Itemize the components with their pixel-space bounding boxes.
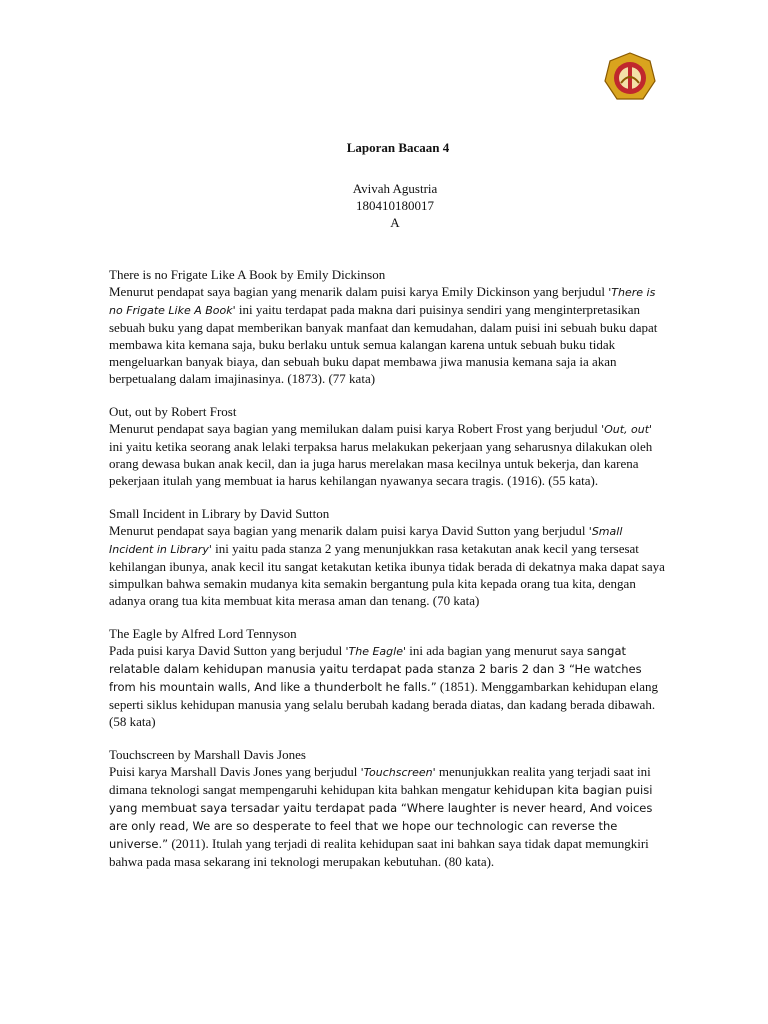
university-seal-icon	[603, 51, 657, 105]
section-paragraph: Puisi karya Marshall Davis Jones yang berjudul 'Touchscreen' menunjukkan realita yang terjadi saat ini dimana teknologi sangat mempengaruhi kehidupan kita bahkan mengatur kehidupan kita bagian puisi yang membuat saya tersadar yaitu terdapat pada “Where laughter is never heard, And voices are only read, We are so desperate to feel that we hope our technologic can reverse the universe.” (2011). Itulah yang terjadi di realita kehidupan saat ini bahkan saya tidak dapat memungkiri bahwa pada masa sekarang ini teknologi merupakan kebutuhan. (80 kata).	[109, 764, 653, 869]
section-heading: There is no Frigate Like A Book by Emily Dickinson	[109, 267, 386, 282]
section-eagle	[109, 625, 669, 730]
section-heading: Touchscreen by Marshall Davis Jones	[109, 747, 306, 762]
author-block	[11, 180, 768, 231]
poem-title: 'Touchscreen'	[360, 766, 436, 779]
quoted-text: kehidupan kita bagian puisi yang membuat saya tersadar yaitu terdapat pada “Where laughter is never heard, And voices are only read, We are so desperate to feel that we hope our technologic can reverse the universe.”	[109, 783, 653, 851]
poem-title: 'Out, out'	[601, 423, 653, 436]
quoted-text: sangat relatable dalam kehidupan manusia yaitu terdapat pada stanza 2 baris 2 dan 3 “He watches from his mountain walls, And like a thunderbolt he falls.”	[109, 644, 642, 694]
section-frigate	[109, 266, 669, 387]
section-paragraph: Menurut pendapat saya bagian yang memilukan dalam puisi karya Robert Frost yang berjudul 'Out, out' ini yaitu ketika seorang anak lelaki terpaksa harus melakukan pekerjaan yang seharusnya dilakukan oleh orang dewasa bukan anak kecil, dan ia juga harus merelakan masa kecilnya untuk bekerja, dan karena pekerjaan itulah yang membuat ia harus kehilangan nyawanya secara tragis. (1916). (55 kata).	[109, 421, 653, 488]
class-label: A	[390, 215, 400, 230]
section-paragraph: Menurut pendapat saya bagian yang menarik dalam puisi karya David Sutton yang berjudul 'Small Incident in Library' ini yaitu pada stanza 2 yang menunjukkan rasa ketakutan anak kecil yang tersesat kehilangan ibunya, anak kecil itu sangat ketakutan ketika ibunya tidak berada di dekatnya maka dapat saya simpulkan bahwa semakin mudanya kita semakin bergantung pula kita kepada orang tua kita, dengan adanya orang tua kita membuat kita merasa aman dan tenang. (70 kata)	[109, 523, 665, 608]
page-title: Laporan Bacaan 4	[346, 140, 450, 155]
report-body	[109, 266, 669, 886]
section-paragraph: Menurut pendapat saya bagian yang menarik dalam puisi karya Emily Dickinson yang berjudul 'There is no Frigate Like A Book' ini yaitu terdapat pada makna dari puisinya sendiri yang menginterpretasikan sebuah buku yang dapat memberikan banyak manfaat dan kemudahan, dalam puisi ini sebuah buku dapat membawa kita kemana saja, buku berlaku untuk semua kalangan karena untuk sebuah buku tidak mengeluarkan banyak biaya, dan sebuah buku dapat membawa jiwa manusia kemana saja ia akan berpetualang dalam imajinasinya. (1873). (77 kata)	[109, 284, 658, 386]
section-paragraph: Pada puisi karya David Sutton yang berjudul 'The Eagle' ini ada bagian yang menurut saya sangat relatable dalam kehidupan manusia yaitu terdapat pada stanza 2 baris 2 dan 3 “He watches from his mountain walls, And like a thunderbolt he falls.” (1851). Menggambarkan kehidupan elang seperti siklus kehidupan manusia yang selalu berubah kadang berada diatas, dan kadang berada dibawah. (58 kata)	[109, 643, 658, 729]
poem-title: 'There is no Frigate Like A Book'	[109, 286, 656, 317]
author-name: Avivah Agustria	[352, 181, 438, 196]
poem-title: 'Small Incident in Library'	[109, 525, 623, 556]
poem-title: 'The Eagle'	[345, 645, 406, 658]
section-heading: Out, out by Robert Frost	[109, 404, 237, 419]
section-heading: Small Incident in Library by David Sutton	[109, 506, 330, 521]
section-heading: The Eagle by Alfred Lord Tennyson	[109, 626, 297, 641]
section-out-out	[109, 403, 669, 489]
section-small-incident	[109, 505, 669, 609]
section-touchscreen	[109, 746, 669, 870]
student-id: 180410180017	[356, 198, 434, 213]
